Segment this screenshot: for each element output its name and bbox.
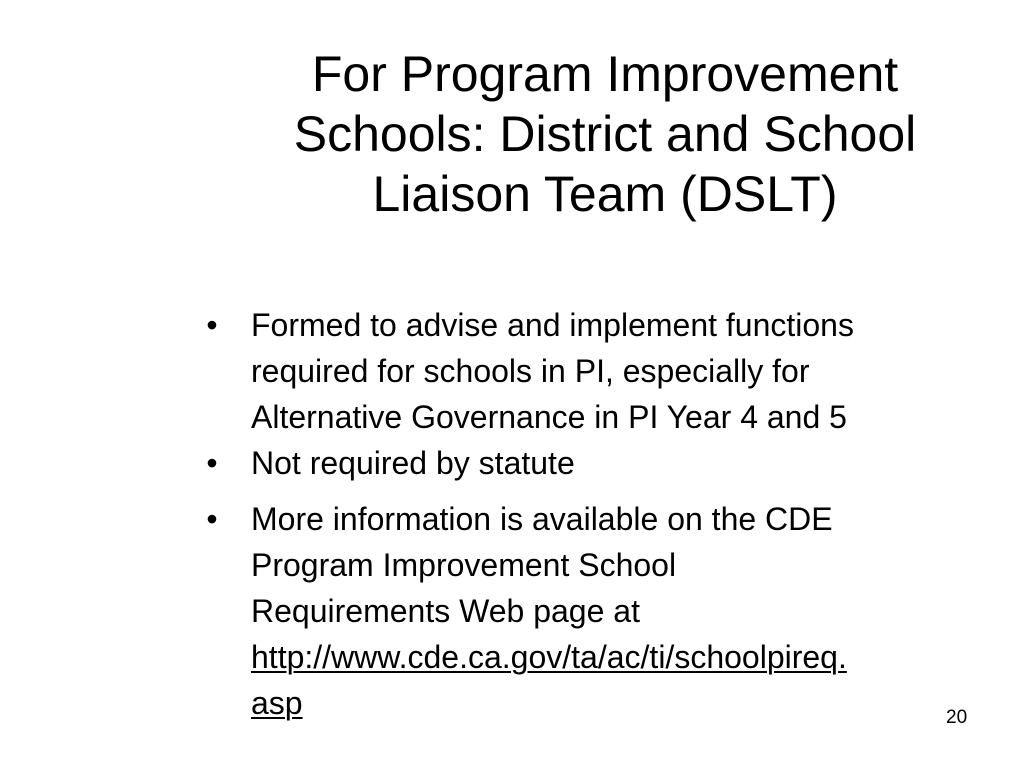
cde-requirements-link[interactable] bbox=[251, 634, 1010, 726]
bullet-line: Not required by statute bbox=[251, 445, 575, 481]
link-line[interactable]: asp bbox=[251, 685, 303, 721]
bullet-line: Requirements Web page at bbox=[251, 593, 640, 629]
bullet-line: Formed to advise and implement functions bbox=[251, 307, 854, 343]
bullet-line: Alternative Governance in PI Year 4 and 5 bbox=[251, 399, 847, 435]
bullet-icon: • bbox=[206, 445, 218, 481]
page-number: 20 bbox=[946, 707, 968, 728]
title-line-3: Liaison Team (DSLT) bbox=[372, 166, 838, 222]
slide-title bbox=[200, 44, 1010, 224]
bullet-item-formed bbox=[200, 302, 1010, 440]
bullet-line: More information is available on the CDE bbox=[251, 501, 833, 537]
bullet-icon: • bbox=[206, 501, 218, 537]
bullet-line: required for schools in PI, especially for bbox=[251, 353, 810, 389]
title-line-1: For Program Improvement bbox=[311, 46, 899, 102]
bullet-item-not-required bbox=[200, 440, 1010, 486]
bullet-item-more-info bbox=[200, 496, 1010, 726]
title-line-2: Schools: District and School bbox=[293, 106, 917, 162]
link-line[interactable]: http://www.cde.ca.gov/ta/ac/ti/schoolpireq. bbox=[251, 639, 847, 675]
bullet-line: Program Improvement School bbox=[251, 547, 677, 583]
bullet-icon: • bbox=[206, 307, 218, 343]
bullet-list bbox=[200, 302, 1010, 726]
